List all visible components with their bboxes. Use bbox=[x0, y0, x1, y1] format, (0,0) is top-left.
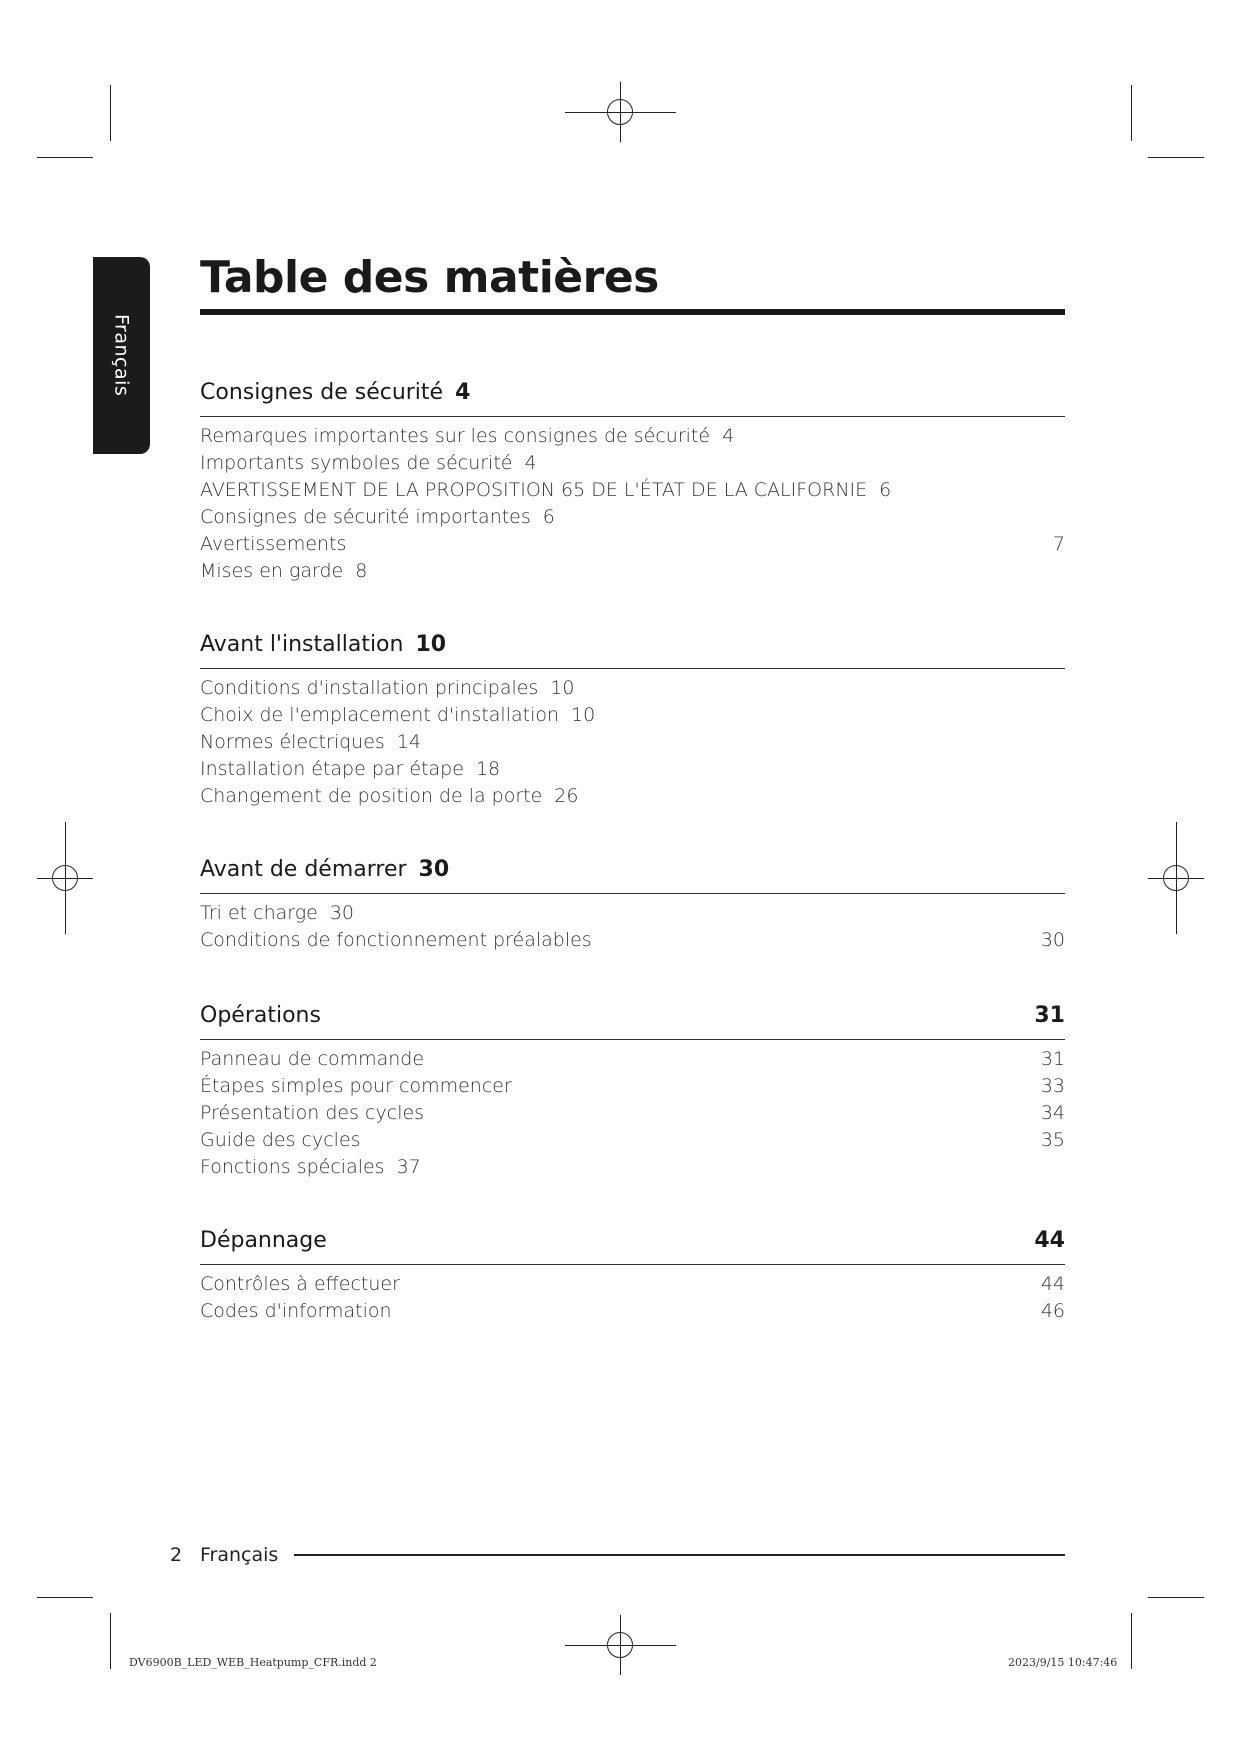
entry-page: 6 bbox=[542, 506, 555, 528]
toc-section-heading[interactable] bbox=[200, 632, 1065, 669]
section-page: 10 bbox=[415, 632, 447, 657]
toc-entry[interactable] bbox=[200, 927, 1065, 954]
toc-entry[interactable] bbox=[200, 531, 1065, 558]
entry-label: Installation étape par étape bbox=[200, 758, 464, 780]
print-slug-timestamp: 2023/9/15 10:47:46 bbox=[1008, 1656, 1118, 1669]
toc-entry[interactable] bbox=[200, 1073, 1065, 1100]
entry-label: Étapes simples pour commencer bbox=[200, 1075, 512, 1097]
crop-mark bbox=[37, 1597, 93, 1598]
entry-page: 37 bbox=[396, 1156, 421, 1178]
entry-page: 4 bbox=[524, 452, 537, 474]
entry-page: 18 bbox=[475, 758, 501, 780]
toc-entry[interactable] bbox=[200, 1046, 1065, 1073]
entry-label: Normes électriques bbox=[200, 731, 385, 753]
toc-entry[interactable] bbox=[200, 1271, 1065, 1298]
entry-page: 4 bbox=[722, 425, 735, 447]
entry-page: 33 bbox=[1040, 1075, 1065, 1097]
toc-entry[interactable] bbox=[200, 900, 1065, 927]
language-side-tab-label: Français bbox=[110, 314, 133, 397]
entry-label: Codes d'information bbox=[200, 1300, 392, 1322]
registration-circle bbox=[607, 1632, 633, 1658]
entry-label: Présentation des cycles bbox=[200, 1102, 425, 1124]
toc-entry[interactable] bbox=[200, 756, 1065, 783]
toc-entry[interactable] bbox=[200, 1154, 1065, 1181]
entry-page: 34 bbox=[1040, 1102, 1065, 1124]
section-title: Dépannage bbox=[200, 1228, 327, 1253]
entry-page: 14 bbox=[396, 731, 421, 753]
registration-circle bbox=[1163, 865, 1189, 891]
entry-label: Conditions de fonctionnement préalables bbox=[200, 929, 592, 951]
section-title: Opérations bbox=[200, 1003, 321, 1028]
entry-page: 10 bbox=[571, 704, 596, 726]
entry-page: 8 bbox=[355, 560, 368, 582]
page-title: Table des matières bbox=[200, 252, 659, 303]
entry-page: 44 bbox=[1040, 1273, 1065, 1295]
entry-label: Fonctions spéciales bbox=[200, 1156, 385, 1178]
entry-label: Contrôles à effectuer bbox=[200, 1273, 400, 1295]
entry-label: Panneau de commande bbox=[200, 1048, 425, 1070]
crop-mark bbox=[1131, 1613, 1132, 1669]
toc-section-heading[interactable] bbox=[200, 1003, 1065, 1040]
toc-entry[interactable] bbox=[200, 450, 1065, 477]
entry-label: Tri et charge bbox=[200, 902, 318, 924]
registration-circle bbox=[607, 99, 633, 125]
crop-mark bbox=[110, 1613, 111, 1669]
crop-mark bbox=[110, 85, 111, 141]
toc-section bbox=[200, 632, 1065, 810]
toc-entry[interactable] bbox=[200, 729, 1065, 756]
toc-section-heading[interactable] bbox=[200, 857, 1065, 894]
language-side-tab bbox=[93, 257, 150, 454]
toc-section bbox=[200, 1003, 1065, 1181]
entry-label: Changement de position de la porte bbox=[200, 785, 543, 807]
section-title: Avant l'installation bbox=[200, 632, 404, 657]
registration-circle bbox=[52, 865, 78, 891]
section-page: 4 bbox=[455, 380, 471, 405]
crop-mark bbox=[1148, 157, 1204, 158]
toc-entry[interactable] bbox=[200, 504, 1065, 531]
toc-entry[interactable] bbox=[200, 558, 1065, 585]
entry-label: Guide des cycles bbox=[200, 1129, 361, 1151]
entry-label: Remarques importantes sur les consignes de sécurité bbox=[200, 425, 711, 447]
entry-label: Conditions d'installation principales bbox=[200, 677, 539, 699]
toc-entry[interactable] bbox=[200, 1127, 1065, 1154]
toc-entry[interactable] bbox=[200, 423, 1065, 450]
toc-entry[interactable] bbox=[200, 1100, 1065, 1127]
entry-label: Mises en garde bbox=[200, 560, 344, 582]
section-page: 31 bbox=[1034, 1003, 1065, 1028]
entry-page: 26 bbox=[554, 785, 579, 807]
page-number: 2 bbox=[170, 1544, 183, 1566]
entry-page: 6 bbox=[879, 479, 892, 501]
toc-section bbox=[200, 1228, 1065, 1325]
entry-page: 7 bbox=[1052, 533, 1065, 555]
toc-entry[interactable] bbox=[200, 477, 1065, 504]
entry-page: 30 bbox=[1040, 929, 1065, 951]
toc-entry[interactable] bbox=[200, 1298, 1065, 1325]
print-slug-file: DV6900B_LED_WEB_Heatpump_CFR.indd 2 bbox=[129, 1656, 377, 1669]
entry-label: Avertissements bbox=[200, 533, 347, 555]
entry-page: 10 bbox=[550, 677, 575, 699]
crop-mark bbox=[1131, 85, 1132, 141]
section-title: Avant de démarrer bbox=[200, 857, 407, 882]
entry-page: 35 bbox=[1040, 1129, 1065, 1151]
footer-language: Français bbox=[200, 1544, 279, 1566]
toc-section-heading[interactable] bbox=[200, 1228, 1065, 1265]
entry-label: Consignes de sécurité importantes bbox=[200, 506, 531, 528]
entry-page: 30 bbox=[329, 902, 355, 924]
entry-label: Importants symboles de sécurité bbox=[200, 452, 513, 474]
page-footer bbox=[170, 1544, 1065, 1566]
entry-label: AVERTISSEMENT DE LA PROPOSITION 65 DE L'ÉTAT DE LA CALIFORNIE bbox=[200, 479, 868, 501]
entry-label: Choix de l'emplacement d'installation bbox=[200, 704, 560, 726]
section-page: 44 bbox=[1034, 1228, 1065, 1253]
footer-rule bbox=[294, 1554, 1065, 1556]
entry-page: 46 bbox=[1040, 1300, 1065, 1322]
entry-page: 31 bbox=[1040, 1048, 1065, 1070]
toc-section-heading[interactable] bbox=[200, 380, 1065, 417]
toc-entry[interactable] bbox=[200, 702, 1065, 729]
section-page: 30 bbox=[418, 857, 450, 882]
section-title: Consignes de sécurité bbox=[200, 380, 444, 405]
toc-entry[interactable] bbox=[200, 675, 1065, 702]
title-rule bbox=[200, 309, 1065, 315]
crop-mark bbox=[37, 157, 93, 158]
crop-mark bbox=[1148, 1597, 1204, 1598]
toc-section bbox=[200, 380, 1065, 585]
toc-entry[interactable] bbox=[200, 783, 1065, 810]
toc-section bbox=[200, 857, 1065, 954]
